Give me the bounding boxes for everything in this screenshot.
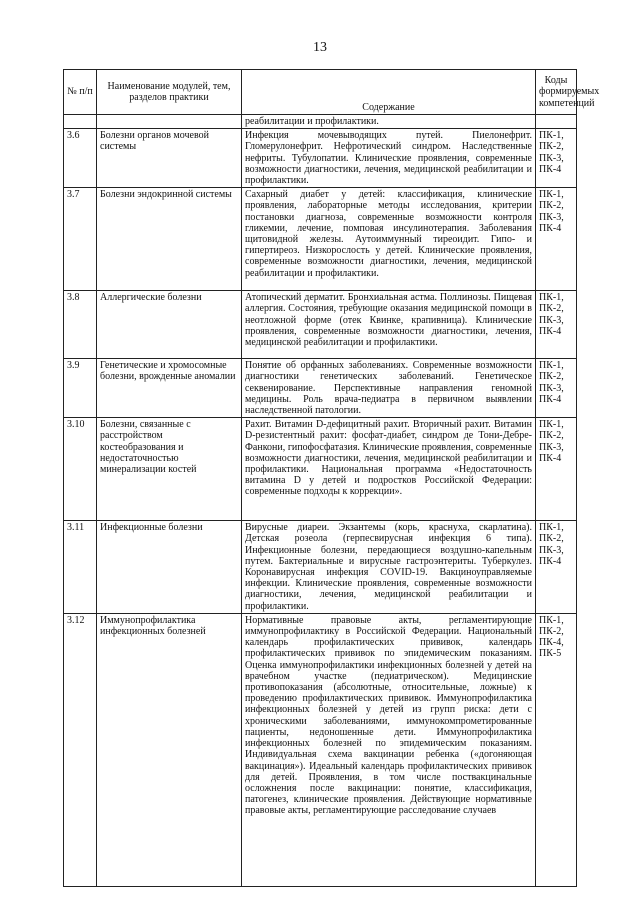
- row-number: 3.10: [64, 418, 97, 521]
- table-row: [64, 613, 577, 886]
- row-title: Инфекционные болезни: [97, 521, 242, 614]
- row-codes: ПК-1, ПК-2, ПК-3, ПК-4: [536, 291, 577, 359]
- row-title: Болезни органов мочевой системы: [97, 129, 242, 188]
- table-header-row: [64, 70, 577, 115]
- row-codes: ПК-1, ПК-2, ПК-4, ПК-5: [536, 613, 577, 886]
- table-row: [64, 188, 577, 291]
- page-number: 13: [313, 40, 327, 55]
- row-title: Аллергические болезни: [97, 291, 242, 359]
- row-number: 3.12: [64, 613, 97, 886]
- row-content: Атопический дерматит. Бронхиальная астма. Поллинозы. Пищевая аллергия. Состояния, требующие оказания медицинской помощи в неотложной форме (отек Квинке, крапивница). Клинические проявления, современные возможности диагностики, лечения, медицинской реабилитации и профилактики.: [242, 291, 536, 359]
- row-number: 3.8: [64, 291, 97, 359]
- table-row: [64, 129, 577, 188]
- table-row: [64, 418, 577, 521]
- row-number: 3.6: [64, 129, 97, 188]
- row-number: 3.9: [64, 359, 97, 418]
- row-content: Нормативные правовые акты, регламентирующие иммунопрофилактику в Российской Федерации. Национальный календарь профилактических прививок, календарь профилактических прививок по эпидемическим показаниям. Оценка иммунопрофилактики инфекционных болезней у детей на врачебном участке (педиатрическом). Медицинские противопоказания (абсолютные, относительные, ложные) к проведению профилактических прививок. Иммунопрофилактика инфекционных болезней у детей из групп риска: дети с хроническими заболеваниями, иммунокомпрометированные пациенты, недоношенные дети. Иммунопрофилактика инфекционных болезней по эпидемическим показаниям. Индивидуальная схема вакцинации ребенка («догоняющая вакцинация»). Идеальный календарь профилактических прививок для детей. Проявления, в том числе поствакцинальные осложнения после вакцинации: понятие, классификация, патогенез, клинические проявления. Действующие нормативные правовые акты, регламентирующие расследование случаев: [242, 613, 536, 886]
- row-codes: ПК-1, ПК-2, ПК-3, ПК-4: [536, 521, 577, 614]
- row-content: Рахит. Витамин D-дефицитный рахит. Вторичный рахит. Витамин D-резистентный рахит: фосфат-диабет, синдром де Тони-Дебре-Фанкони, гипофосфатазия. Клинические проявления, современные возможности диагностики, лечения, медицинской реабилитации и профилактики. Национальная программа «Недостаточность витамина D у детей и подростков Российской Федерации: современные подходы к коррекции».: [242, 418, 536, 521]
- table-row: [64, 521, 577, 614]
- header-content: Содержание: [242, 70, 536, 115]
- table-row: [64, 359, 577, 418]
- curriculum-table: [63, 69, 600, 887]
- row-content: Вирусные диареи. Экзантемы (корь, краснуха, скарлатина). Детская розеола (герпесвирусная инфекция 6 типа). Инфекционные болезни, передающиеся воздушно-капельным путем. Бактериальные и вирусные гастроэнтериты. Туберкулез. Коронавирусная инфекция COVID-19. Вакциноуправляемые инфекции. Клинические проявления, современные возможности диагностики, лечения, медицинской реабилитации и профилактики.: [242, 521, 536, 614]
- row-content: Понятие об орфанных заболеваниях. Современные возможности диагностики генетических заболеваний. Генетическое секвенирование. Перспективные направления геномной медицины. Роль врача-педиатра в первичном выявлении наследственной патологии.: [242, 359, 536, 418]
- row-codes: ПК-1, ПК-2, ПК-3, ПК-4: [536, 188, 577, 291]
- table-row-continued: [64, 115, 577, 129]
- header-codes: Коды формируемых компетенций: [536, 70, 577, 115]
- row-codes: ПК-1, ПК-2, ПК-3, ПК-4: [536, 418, 577, 521]
- table-row: [64, 291, 577, 359]
- row-codes: ПК-1, ПК-2, ПК-3, ПК-4: [536, 129, 577, 188]
- row-number: 3.7: [64, 188, 97, 291]
- row-title: Иммунопрофилактика инфекционных болезней: [97, 613, 242, 886]
- continued-content: реабилитации и профилактики.: [242, 115, 536, 129]
- row-number: 3.11: [64, 521, 97, 614]
- row-codes: ПК-1, ПК-2, ПК-3, ПК-4: [536, 359, 577, 418]
- row-content: Инфекция мочевыводящих путей. Пиелонефрит. Гломерулонефрит. Нефротический синдром. Наследственные нефриты. Тубулопатии. Клинические проявления, современные возможности диагностики, лечения, медицинской реабилитации и профилактики.: [242, 129, 536, 188]
- header-num: № п/п: [64, 70, 97, 115]
- row-title: Болезни эндокринной системы: [97, 188, 242, 291]
- row-title: Болезни, связанные с расстройством костеобразования и недостаточностью минерализации костей: [97, 418, 242, 521]
- row-content: Сахарный диабет у детей: классификация, клинические проявления, лабораторные методы исследования, критерии постановки диагноза, современные возможности контроля гликемии, лечение, помповая инсулинотерапия. Заболевания щитовидной железы. Аутоиммунный тиреоидит. Гипо- и гипертиреоз. Низкорослость у детей. Клинические проявления, современные возможности диагностики, лечения, медицинской реабилитации и профилактики.: [242, 188, 536, 291]
- header-name: Наименование модулей, тем, разделов практики: [97, 70, 242, 115]
- row-title: Генетические и хромосомные болезни, врожденные аномалии: [97, 359, 242, 418]
